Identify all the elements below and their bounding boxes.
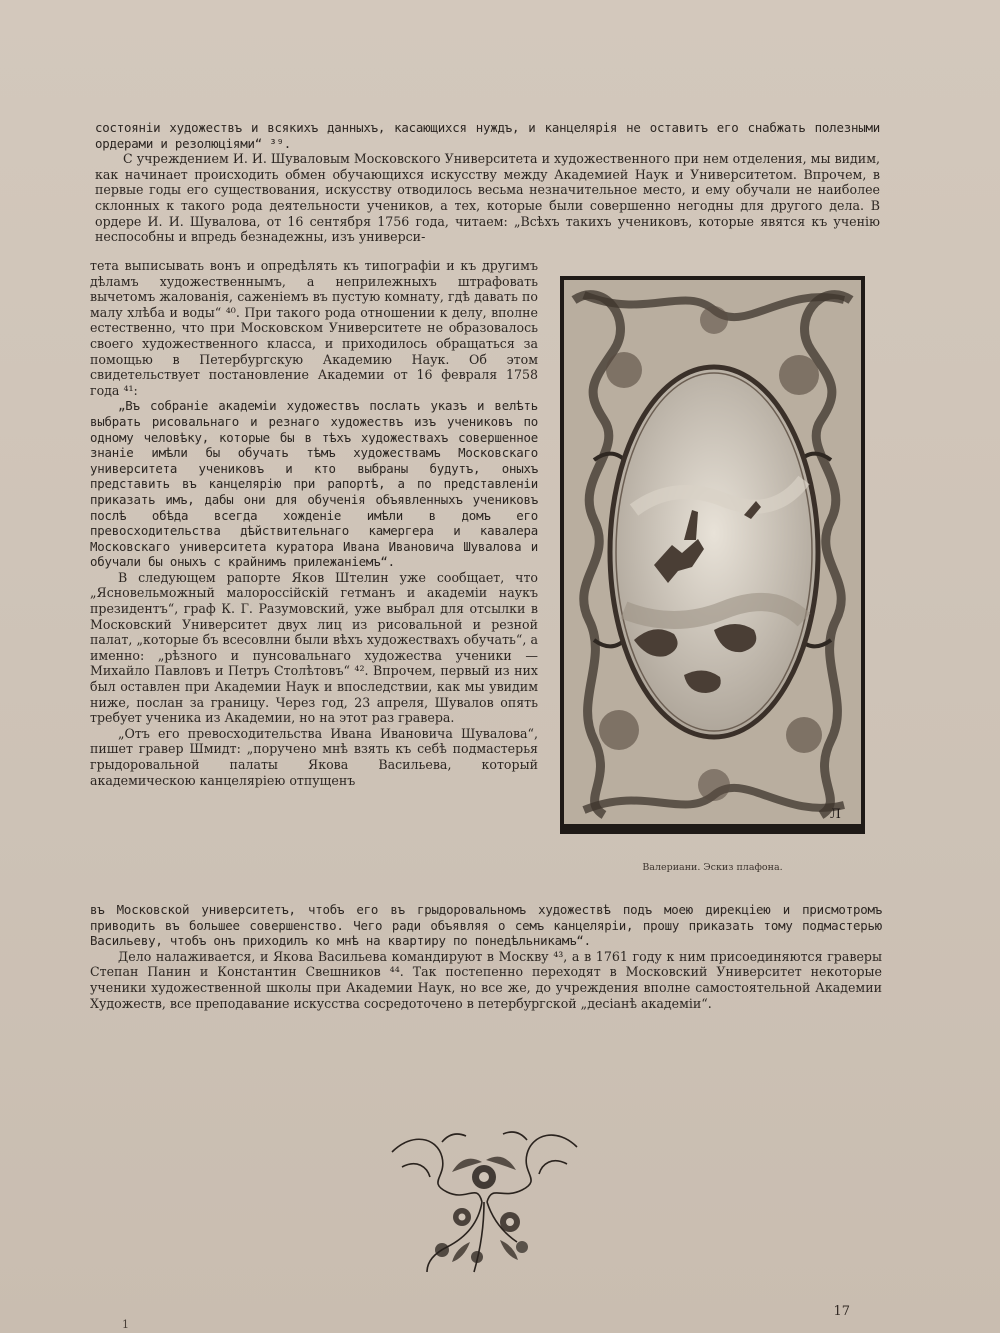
paragraph-moscow-engravers: Дело налаживается, и Якова Васильева командируют в Москву ⁴³, а в 1761 году к ним присоединяются граверы Степан Панин и Константин Свешников ⁴⁴. Так постепенно переходят в Московский Университет некоторые ученики художественной школы при Академии Наук, но все же, до учреждения вполне самостоятельной Академии Художеств, все преподавание искусства сосредоточено в петербургской „десіанѣ академіи“. (90, 948, 882, 1011)
top-text-block (95, 120, 880, 245)
plafond-sketch-illustration (564, 280, 861, 824)
floral-ornament-icon (382, 1122, 587, 1282)
signature-mark: 1 (122, 1318, 129, 1331)
paragraph-schmidt-quote: „Отъ его превосходительства Ивана Ивановича Шувалова“, пишет гравер Шмидт: „поручено мнѣ взять къ себѣ подмастерья грыдоровальной палаты Якова Васильева, который академическою канцеляріею отпущенъ (90, 725, 538, 788)
paragraph-university: С учреждением И. И. Шуваловым Московского Университета и художественного при нем отделения, мы видим, как начинает происходить обмен обучающихся искусству между Академией Наук и Университетом. Впрочем, в первые годы его существования, искусству отводилось весьма незначительное место, и ему обучали не наиболее склонных к такого рода деятельности учеников, а тех, которые были совершенно негодны для другого дела. В ордере И. И. Шувалова, от 16 сентября 1756 года, читаем: „Всѣхъ такихъ учениковъ, которые явятся къ ученію неспособны и впредь безнадежны, изъ универси- (95, 151, 880, 245)
plafond-sketch-figure (560, 276, 865, 834)
figure-caption: Валериани. Эскиз плафона. (642, 862, 783, 873)
paragraph-shtelin-report: В следующем рапорте Яков Штелин уже сообщает, что „Ясновельможный малороссійскій гетманъ и академіи наукъ президентъ“, граф К. Г. Разумовский, уже выбрал для отсылки в Московский Университет двух лиц из рисовальной и резной палат, „которые бъ всесовлни были вѣхъ художествахъ обучать“, а именно: „рѣзного и пунсовальнаго художества ученики — Михайло Павловъ и Петръ Столѣтовъ“ ⁴². Впрочем, первый из них был оставлен при Академии Наук и впоследствии, как мы увидим ниже, послан за границу. Через год, 23 апреля, Шувалов опять требует ученика из Академии, но на этот раз гравера. (90, 569, 538, 726)
plafond-sketch-image (564, 280, 861, 824)
paragraph-schmidt-quote-end: въ Московской университетъ, чтобъ его въ грыдоровальномъ художествѣ подъ моею дирекціею и присмотромъ приводить въ большее совершенство. Чего ради объявляя о семъ канцеляріи, прошу приказать тому подмастерью Васильеву, чтобъ онъ приходилъ ко мнѣ на квартиру по понедѣльникамъ“. (90, 902, 882, 949)
left-column-text (90, 258, 538, 788)
bottom-text-block (90, 902, 882, 1011)
paragraph-continuation: тета выписывать вонъ и опредѣлять къ типографіи и къ другимъ дѣламъ художественнымъ, а неприлежныхъ штрафовать вычетомъ жалованія, саженіемъ въ пустую комнату, гдѣ давать по малу хлѣба и воды“ ⁴⁰. При такого рода отношении к делу, вполне естественно, что при Московском Университете не образовалось своего художественного класса, и приходилось обращаться за помощью в Петербургскую Академию Наук. Об этом свидетельствует постановление Академии от 16 февраля 1758 года ⁴¹: (90, 258, 538, 398)
paragraph-quote-end: состояніи художествъ и всякихъ данныхъ, касающихся нуждъ, и канцелярія не оставитъ его снабжать полезными ордерами и резолюціями“ ³⁹. (95, 120, 880, 151)
paragraph-decree-quote: „Въ собраніе академіи художествъ послать указъ и велѣть выбрать рисовальнаго и резнаго художествъ изъ учениковъ по одному человѣку, которые бы в тѣхъ художествахъ совершенное знаніе имѣли бы обучать тѣмъ художествамъ Московскаго университета учениковъ и кто выбраны будутъ, оныхъ представить въ канцелярію при рапортѣ, а по представленіи приказать имъ, дабы они для обученія объявленныхъ учениковъ послѣ обѣда всегда хожденіе имѣли в домъ его превосходительства дѣйствительнаго камергера и кавалера Московскаго университета куратора Ивана Ивановича Шувалова и обучали бы оныхъ с крайнимъ прилежаніемъ“. (90, 398, 538, 570)
figure-monogram: Л (830, 807, 841, 822)
page-number: 17 (833, 1304, 850, 1319)
floral-tailpiece-ornament (382, 1122, 587, 1282)
